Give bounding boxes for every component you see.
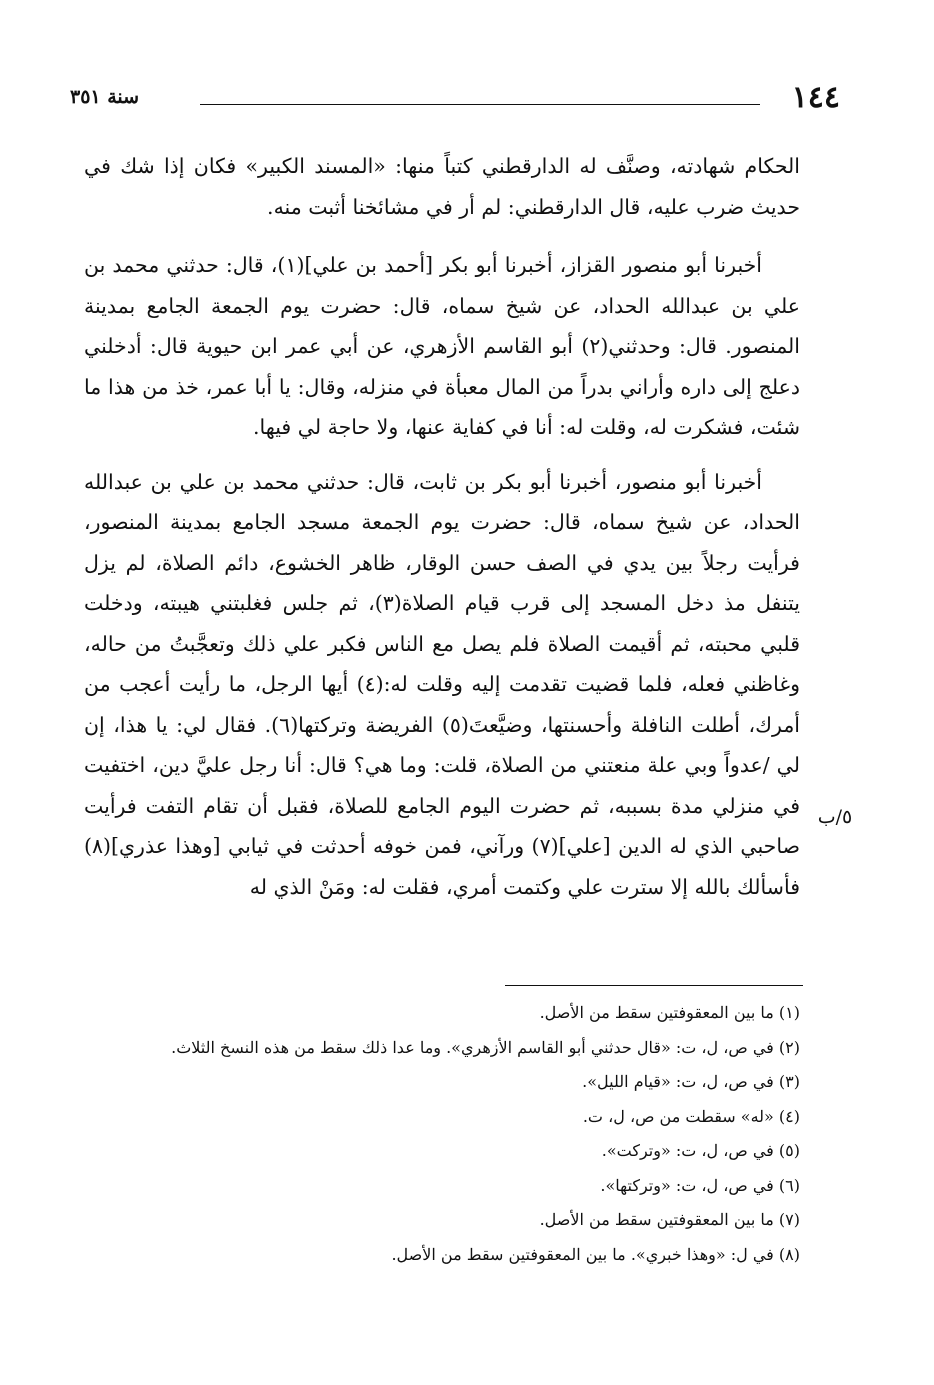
footnote-2: (٢) في ص، ل، ت: «قال حدثني أبو القاسم الأزهري». وما عدا ذلك سقط من هذه النسخ الثلاث. bbox=[171, 1037, 800, 1057]
running-header bbox=[70, 78, 840, 118]
footnote-8: (٨) في ل: «وهذا خبري». ما بين المعقوفتين سقط من الأصل. bbox=[391, 1244, 800, 1264]
footnote-7: (٧) ما بين المعقوفتين سقط من الأصل. bbox=[539, 1210, 800, 1229]
footnote-4: (٤) «له» سقطت من ص، ل، ت. bbox=[582, 1106, 800, 1126]
paragraph-2: أخبرنا أبو منصور القزاز، أخبرنا أبو بكر [أحمد بن علي](١)، قال: حدثني محمد بن علي بن عبدالله الحداد، عن شيخ سماه، قال: حضرت يوم الجمعة الجامع بمدينة المنصور. قال: وحدثني(٢) أبو القاسم الأزهري، عن أبي عمر ابن حيوية قال: أدخلني دعلج إلى داره وأراني بدراً من المال معبأة في منزله، وقال: يا أبا عمر، خذ من هذا ما شئت، فشكرت له، وقلت له: أنا في كفاية عنها، ولا حاجة لي فيها. bbox=[84, 253, 801, 439]
footnotes bbox=[100, 996, 800, 1272]
footnote-1: (١) ما بين المعقوفتين سقط من الأصل. bbox=[539, 1003, 800, 1022]
main-text bbox=[84, 146, 800, 921]
paragraph-3: أخبرنا أبو منصور، أخبرنا أبو بكر بن ثابت، قال: حدثني محمد بن علي بن عبدالله الحداد، عن شيخ سماه، قال: حضرت يوم الجمعة مسجد الجامع بمدينة المنصور، فرأيت رجلاً بين يدي في الصف حسن الوقار، ظاهر الخشوع، دائم الصلاة، لم يزل يتنفل مذ دخل المسجد إلى قرب قيام الصلاة(٣)، ثم جلس فغلبتني هيبته، ودخلت قلبي محبته، ثم أقيمت الصلاة فلم يصل مع الناس فكبر علي ذلك وتعجَّبتُ من حاله، وغاظني فعله، فلما قضيت تقدمت إليه وقلت له:(٤) أيها الرجل، ما رأيت أعجب من أمرك، أطلت النافلة وأحسنتها، وضيَّعتَ(٥) الفريضة وتركتها(٦). فقال لي: يا هذا، إن لي /عدواً وبي علة منعتني من الصلاة، قلت: وما هي؟ قال: أنا رجل عليَّ دين، اختفيت في منزلي مدة بسببه، ثم حضرت اليوم الجامع للصلاة، فقبل أن تقام التفت فرأيت صاحبي الذي له الدين [علي](٧) ورآني، فمن خوفه أحدثت في ثيابي [وهذا عذري](٨) فأسألك بالله إلا سترت علي وكتمت أمري، فقلت له: ومَنْ الذي له bbox=[84, 469, 800, 899]
running-title-year: سنة ٣٥١ bbox=[70, 86, 140, 108]
footnote-6: (٦) في ص، ل، ت: «وتركتها». bbox=[600, 1175, 800, 1195]
footnote-5: (٥) في ص، ل، ت: «وتركت». bbox=[601, 1141, 800, 1160]
paragraph-1: الحكام شهادته، وصنَّف له الدارقطني كتباً منها: «المسند الكبير» فكان إذا شك في حديث ضرب عليه، قال الدارقطني: لم أر في مشائخنا أثبت منه. bbox=[84, 154, 800, 219]
manuscript-folio-marker: ٥/ب bbox=[817, 806, 853, 828]
page-number: ١٤٤ bbox=[791, 80, 840, 115]
header-rule bbox=[200, 104, 760, 105]
footnote-separator bbox=[505, 985, 803, 986]
footnote-3: (٣) في ص، ل، ت: «قيام الليل». bbox=[582, 1072, 800, 1091]
